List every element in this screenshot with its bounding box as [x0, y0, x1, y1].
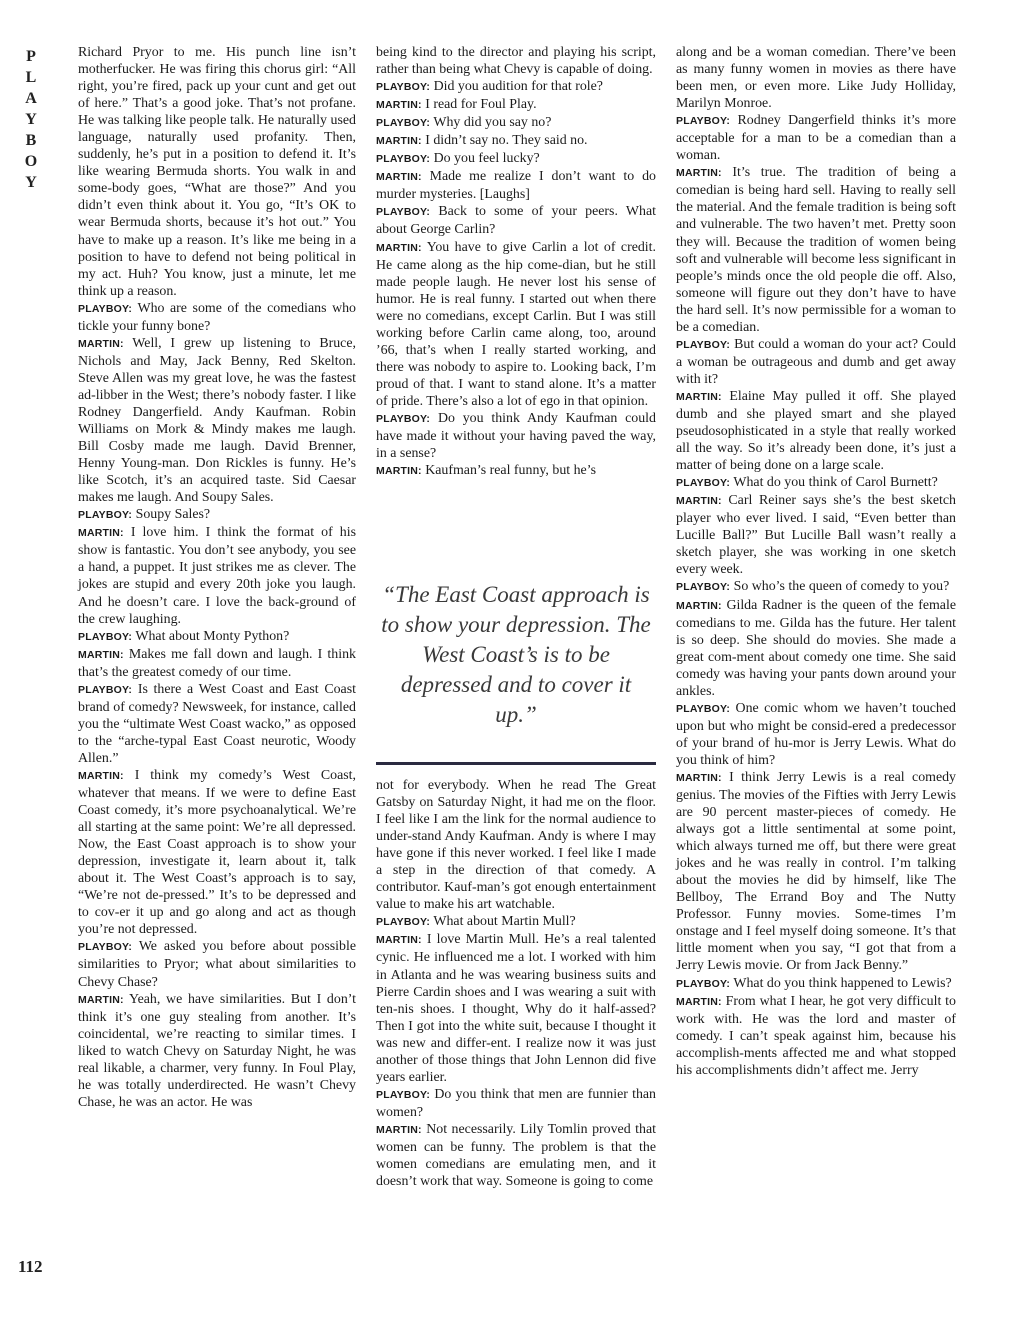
answer [376, 132, 656, 150]
speaker-label: PLAYBOY: [376, 81, 431, 94]
magazine-side-title [20, 46, 42, 193]
side-title-letter: Y [25, 111, 37, 128]
question [78, 300, 356, 335]
answer-text: It’s true. The tradition of being a comedian is being hard sell. Having to really sell the material. And the female tradition is being soft and vulnerable. The two haven’t met. Pretty soon they will. Because the tradition of women being soft and vulnerable will become less significant in people’s minds once the old people die off. Also, someone will figure out they don’t have to have the hard sell. It’s now permissible for a woman to be a comedian. [676, 165, 956, 335]
speaker-label: PLAYBOY: [376, 916, 431, 929]
answer-text: Makes me fall down and laugh. I think that’s the greatest comedy of our time. [78, 646, 356, 680]
answer [676, 388, 956, 474]
speaker-label: MARTIN: [676, 167, 722, 180]
pull-quote: “The East Coast approach is to show your depression. The West Coast’s is to be depressed and to cover it up.” [381, 582, 651, 727]
question-text: Do you feel lucky? [433, 151, 540, 167]
side-title-letter: Y [25, 174, 37, 191]
question-text: Soupy Sales? [135, 507, 211, 523]
question [676, 578, 956, 596]
answer-text: Yeah, we have similarities. But I don’t think it’s one guy stealing from another. It’s coincidental, we’re reacting to similar times. I liked to watch Chevy on Saturday Night, he was real likable, a charmer, very funny. In Foul Play, he was totally underdirected. He wasn’t Chevy Chase, he was an actor. He was [78, 991, 356, 1110]
question-text: Who are some of the comedians who tickle your funny bone? [78, 300, 356, 334]
question [676, 700, 956, 769]
question [78, 938, 356, 990]
answer-text: Gilda Radner is the queen of the female comedians to me. Gilda has the future. Her talent is so deep. She should do movies. She made a great com-ment about comedy one time. She said comedy was having your pants down around your ankles. [676, 597, 956, 699]
speaker-label: PLAYBOY: [376, 206, 431, 219]
side-title-letter: L [25, 69, 37, 86]
speaker-label: MARTIN: [376, 934, 422, 947]
paragraph: Richard Pryor to me. His punch line isn’t motherfucker. He was firing this chorus girl: “All right, you’re fired, pack up your cunt and get out of here.” That’s a good joke. That’s not profane. He was talking like people talk. He naturally used language, naturally used profanity. Then, suddenly, he’s put in a position to defend it. It’s like wearing Bermuda shorts. You walk in and some-body goes, “What are those?” And you didn’t even think about it. You go, “It’s OK to wear Bermuda shorts, because it’s hot out.” You have to make up a reason. It’s like me being in a position to have to defend not being political in my act. Huh? You know, just a minute, let me think up a reason. [78, 45, 356, 299]
speaker-label: MARTIN: [376, 465, 422, 478]
answer-text: I didn’t say no. They said no. [425, 133, 588, 149]
answer [676, 492, 956, 578]
question-text: Did you audition for that role? [433, 79, 603, 95]
answer [376, 96, 656, 114]
question [376, 410, 656, 462]
speaker-label: MARTIN: [676, 995, 722, 1008]
speaker-label: PLAYBOY: [78, 509, 133, 522]
answer [78, 646, 356, 681]
text-column-2-top [376, 44, 656, 480]
answer-text: I think my comedy’s West Coast, whatever that means. If we were to define East Coast comedy, it’s more psychoanalytical. We’re all starting at the same point: We’re all depressed. Now, the East Coast approach is to show your depression, investigate it, learn about it, talk about it. The West Coast’s approach is to say, “We’re not de-pressed.” It’s to be depressed and to cov-er it up and go along and act as though you’re not depressed. [78, 767, 356, 938]
side-title-letter: P [26, 48, 36, 65]
question-text: Rodney Dangerfield thinks it’s more acceptable for a man to be a comedian than a woman. [676, 113, 956, 164]
speaker-label: MARTIN: [78, 337, 124, 350]
answer [78, 767, 356, 938]
page-number: 112 [18, 1257, 43, 1276]
speaker-label: PLAYBOY: [676, 338, 731, 351]
answer-text: You have to give Carlin a lot of credit. He came along as the hip come-dian, but he still made people laugh. He never lost his sense of humor. He is real funny. I started out when there were no comedians, except Carlin. But I was still working before Carlin came along, too, around ’66, that’s when I really started working, and there was nobody to aspire to. Looking back, I’m proud of that. I want to stand alone. It’s a matter of pride. There’s also a lot of ego in that opinion. [376, 239, 657, 409]
text-column-2-bottom [376, 777, 656, 1190]
answer [676, 769, 956, 975]
answer [676, 993, 956, 1079]
speaker-label: MARTIN: [376, 99, 422, 112]
answer [376, 168, 656, 203]
paragraph: along and be a woman comedian. There’ve been as many funny women in movies as there have been men, or even more. Like Judy Holliday, Marilyn Monroe. [676, 45, 956, 112]
speaker-label: PLAYBOY: [376, 412, 431, 425]
paragraph: being kind to the director and playing his script, rather than being what Chevy is capable of doing. [376, 45, 656, 78]
speaker-label: PLAYBOY: [78, 683, 133, 696]
answer-text: I think Jerry Lewis is a real comedy genius. The movies of the Fifties with Jerry Lewis are 90 percent master-pieces of comedy. He always got a little sentimental at some point, which always turned me off, but there were great jokes and he was really in control. I’m talking about the movies he did by himself, like The Bellboy, The Errand Boy and The Nutty Professor. Funny movies. Some-times I’m onstage and I feel myself doing someone. It’s that little moment when you say, “I got that from a Jerry Lewis movie. Or from Jack Benny.” [676, 769, 957, 974]
question [78, 628, 356, 646]
answer-text: Kaufman’s real funny, but he’s [425, 463, 596, 479]
speaker-label: MARTIN: [676, 599, 722, 612]
speaker-label: MARTIN: [376, 171, 422, 184]
answer-text: Not necessarily. Lily Tomlin proved that women can be funny. The problem is that the women comedians are emulating men, and it doesn’t work that way. Someone is going to come [376, 1121, 656, 1190]
question-text: What about Monty Python? [135, 628, 290, 644]
question-text: Back to some of your peers. What about George Carlin? [376, 204, 656, 238]
question-text: But could a woman do your act? Could a woman be outrageous and dumb and get away with it? [676, 336, 956, 387]
speaker-label: MARTIN: [78, 769, 124, 782]
speaker-label: MARTIN: [376, 135, 422, 148]
answer-text: I love him. I think the format of his show is fantastic. You don’t see anybody, you see a hand, a puppet. It just strikes me as clever. The jokes are stupid and every 20th joke you laugh. And he doesn’t care. I love the back-ground of the crew laughing. [78, 525, 356, 627]
question [78, 681, 356, 767]
speaker-label: MARTIN: [376, 241, 422, 254]
speaker-label: PLAYBOY: [376, 153, 431, 166]
answer-text: From what I hear, he got very difficult to work with. He was the lord and master of comedy. I can’t speak against him, because his accomplish-ments affected me and what stopped his accomplishments didn’t affect me. Jerry [676, 993, 956, 1078]
question [676, 474, 956, 492]
speaker-label: MARTIN: [676, 495, 722, 508]
answer [376, 462, 656, 480]
speaker-label: PLAYBOY: [676, 477, 731, 490]
answer-text: Made me realize I don’t want to do murder mysteries. [Laughs] [376, 169, 656, 203]
answer-text: I read for Foul Play. [425, 97, 537, 113]
speaker-label: PLAYBOY: [676, 115, 731, 128]
text-column-3 [676, 44, 956, 1079]
answer [78, 335, 356, 506]
question [376, 1086, 656, 1121]
question [376, 114, 656, 132]
side-title-letter: A [25, 90, 37, 107]
speaker-label: PLAYBOY: [376, 117, 431, 130]
question-text: What do you think happened to Lewis? [733, 975, 952, 991]
answer [676, 597, 956, 700]
speaker-label: MARTIN: [676, 390, 722, 403]
answer-text: I love Martin Mull. He’s a real talented cynic. He influenced me a lot. I worked with him in Atlanta and he was wearing business suits and Pierre Cardin shoes and I was wearing a suit with ten-nis shoes. I thought, Why do it half-assed? Then I got into the white suit, because I thought it was new and differ-ent. I realize now it was just another of those things that John Lennon did five years earlier. [376, 932, 656, 1085]
question-text: Is there a West Coast and East Coast brand of comedy? Newsweek, for instance, called you the “ultimate West Coast wacko,” as opposed to the “arche-typal East Coast neurotic, Woody Allen.” [78, 681, 356, 766]
speaker-label: MARTIN: [78, 993, 124, 1006]
side-title-letter: B [25, 132, 37, 149]
answer [376, 931, 656, 1085]
speaker-label: MARTIN: [676, 771, 722, 784]
pull-quote-rule [376, 762, 656, 765]
speaker-label: PLAYBOY: [78, 630, 133, 643]
question-text: What about Martin Mull? [433, 914, 576, 930]
answer [676, 164, 956, 335]
question-text: One comic whom we haven’t touched upon but who might be consid-ered a predecessor of your brand of hu-mor is Jerry Lewis. What do you think of him? [676, 700, 956, 768]
answer [78, 524, 356, 627]
question [376, 913, 656, 931]
side-title-letter: O [24, 153, 38, 170]
answer [376, 1121, 656, 1190]
speaker-label: PLAYBOY: [676, 581, 731, 594]
answer-text: Carl Reiner says she’s the best sketch player who ever lived. I said, “Even better than Lucille Ball?” But Lucille Ball wasn’t really a sketch player, she was working in one sketch every week. [676, 493, 956, 578]
question [376, 203, 656, 238]
speaker-label: PLAYBOY: [676, 702, 731, 715]
question-text: What do you think of Carol Burnett? [733, 475, 938, 491]
question [676, 336, 956, 388]
question [676, 112, 956, 164]
speaker-label: PLAYBOY: [676, 977, 731, 990]
answer-text: Elaine May pulled it off. She played dumb and she played smart and she played pseudosophisticated in a style that really worked all the way. So it’s already been done, it’s just a matter of being done on a large scale. [676, 388, 956, 474]
question-text: Why did you say no? [433, 115, 552, 131]
answer [78, 991, 356, 1111]
text-column-1 [78, 44, 356, 1111]
speaker-label: MARTIN: [78, 527, 124, 540]
question [376, 78, 656, 96]
question-text: So who’s the queen of comedy to you? [733, 579, 950, 595]
speaker-label: PLAYBOY: [78, 941, 133, 954]
question-text: We asked you before about possible similarities to Pryor; what about similarities to Chevy Chase? [78, 939, 356, 990]
question [676, 975, 956, 993]
question-text: Do you think that men are funnier than women? [376, 1086, 656, 1120]
speaker-label: MARTIN: [376, 1123, 422, 1136]
paragraph: not for everybody. When he read The Great Gatsby on Saturday Night, it had me on the floor. I feel like I am the link for the normal audience to under-stand Andy Kaufman. Andy is where I may have gone if this never worked. I feel like I made a step in the direction of that comedy. A contributor. Kauf-man’s got enough entertainment value to make his art watchable. [376, 778, 656, 913]
speaker-label: MARTIN: [78, 648, 124, 661]
speaker-label: PLAYBOY: [376, 1088, 431, 1101]
question [78, 506, 356, 524]
speaker-label: PLAYBOY: [78, 302, 133, 315]
answer-text: Well, I grew up listening to Bruce, Nichols and May, Jack Benny, Red Skelton. Steve Allen was my great love, he was the fastest ad-libber in the West; there’s nobody faster. I like Rodney Dangerfield. Andy Kaufman. Robin Williams on Mork & Mindy makes me laugh. Bill Cosby made me laugh. David Brenner, Henny Young-man. Don Rickles is funny. He’s like Scotch, it’s an acquired taste. Sid Caesar makes me laugh. And Soupy Sales. [78, 335, 356, 506]
question-text: Do you think Andy Kaufman could have made it without your having paved the way, in a sense? [376, 410, 656, 462]
answer [376, 239, 656, 410]
question [376, 150, 656, 168]
